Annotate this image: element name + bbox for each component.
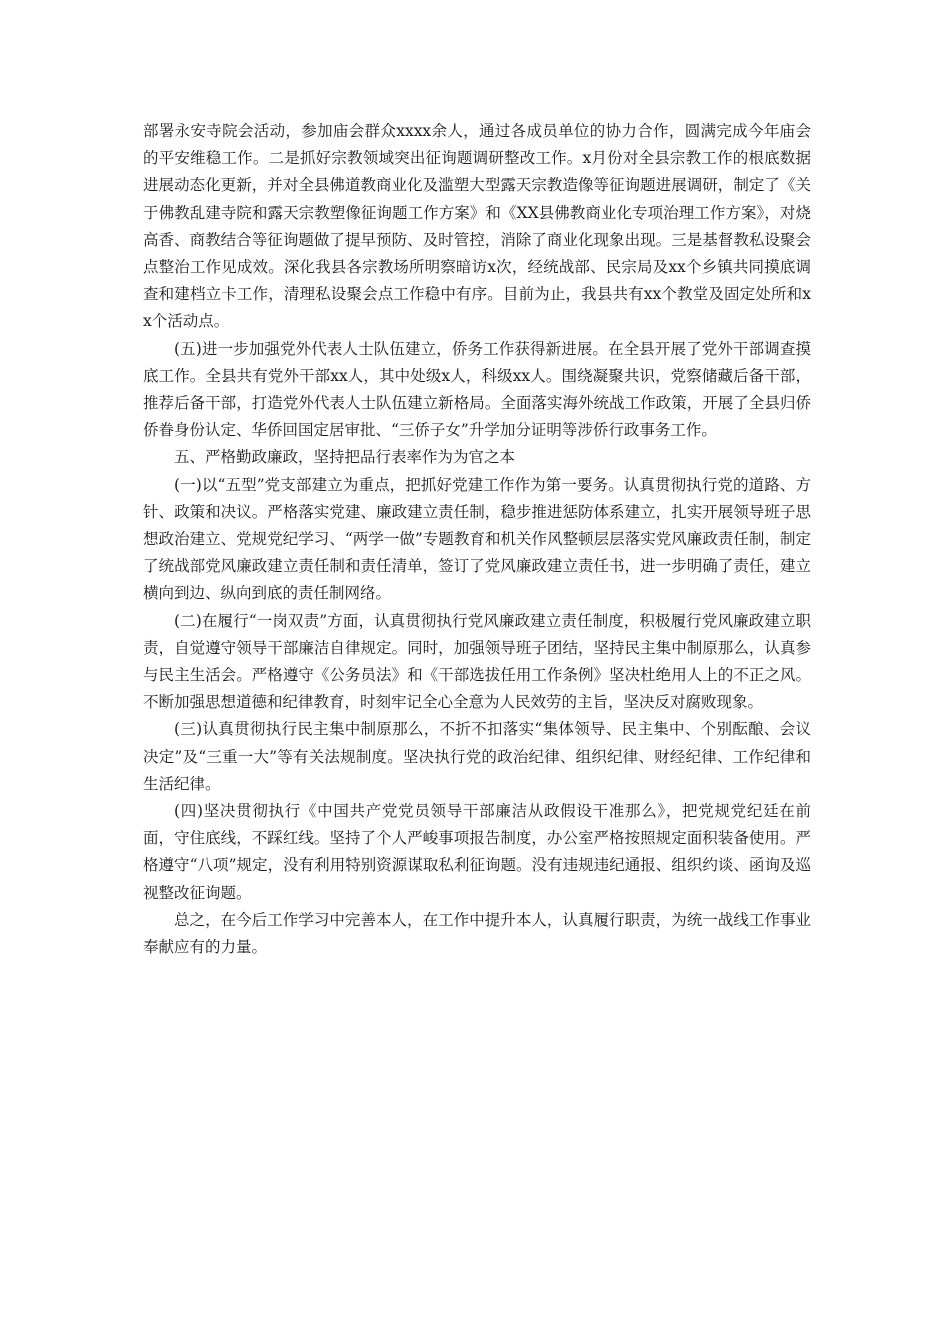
document-page (143, 118, 811, 961)
paragraph-integrity-rules: (四)坚决贯彻执行《中国共产党党员领导干部廉洁从政假设干准那么》，把党规党纪廷在前面，守住底线，不踩红线。坚持了个人严峻事项报告制度，办公室严格按照规定面积装备使用。严格遵守“八项”规定，没有利用特别资源谋取私利征询题。没有违规违纪通报、组织约谈、函询及巡视整改征询题。 (143, 802, 811, 902)
paragraph-non-party-cadres: (五)进一步加强党外代表人士队伍建立，侨务工作获得新进展。在全县开展了党外干部调查摸底工作。全县共有党外干部xx人，其中处级x人，科级xx人。围绕凝聚共识，党察储藏后备干部，推荐后备干部，打造党外代表人士队伍建立新格局。全面落实海外统战工作政策，开展了全县归侨侨眷身份认定、华侨回国定居审批、“三侨子女”升学加分证明等涉侨行政事务工作。 (143, 339, 811, 440)
paragraph-religious-affairs: 部署永安寺院会活动，参加庙会群众xxxx余人，通过各成员单位的协力合作，圆满完成今年庙会的平安维稳工作。二是抓好宗教领域突出征询题调研整改工作。x月份对全县宗教工作的根底数据进展动态化更新，并对全县佛道教商业化及滥塑大型露天宗教造像等征询题进展调研，制定了《关于佛教乱建寺院和露天宗教塑像征询题工作方案》和《XX县佛教商业化专项治理工作方案》，对烧高香、商教结合等征询题做了提早预防、及时管控，消除了商业化现象出现。三是基督教私设聚会点整治工作见成效。深化我县各宗教场所明察暗访x次，经统战部、民宗局及xx个乡镇共同摸底调查和建档立卡工作，清理私设聚会点工作稳中有序。目前为止，我县共有xx个教堂及固定处所和xx个活动点。 (143, 122, 811, 331)
paragraph-dual-responsibility: (二)在履行“一岗双责”方面，认真贯彻执行党风廉政建立责任制度，积极履行党风廉政建立职责，自觉遵守领导干部廉洁自律规定。同时，加强领导班子团结，坚持民主集中制原那么，认真参与民主生活会。严格遵守《公务员法》和《干部选拔任用工作条例》坚决杜绝用人上的不正之风。不断加强思想道德和纪律教育，时刻牢记全心全意为人民效劳的主旨，坚决反对腐败现象。 (143, 611, 811, 712)
paragraph-democratic-centralism: (三)认真贯彻执行民主集中制原那么，不折不扣落实“集体领导、民主集中、个别酝酿、会议决定”及“三重一大”等有关法规制度。坚决执行党的政治纪律、组织纪律、财经纪律、工作纪律和生活纪律。 (143, 720, 811, 793)
paragraph-conclusion: 总之，在今后工作学习中完善本人，在工作中提升本人，认真履行职责，为统一战线工作事业奉献应有的力量。 (143, 910, 811, 957)
paragraph-party-building: (一)以“五型”党支部建立为重点，把抓好党建工作作为第一要务。认真贯彻执行党的道路、方针、政策和决议。严格落实党建、廉政建立责任制，稳步推进惩防体系建立，扎实开展领导班子思想政治建立、党规党纪学习、“两学一做”专题教育和机关作风整顿层层落实党风廉政责任制，制定了统战部党风廉政建立责任制和责任清单，签订了党风廉政建立责任书，进一步明确了责任，建立横向到边、纵向到底的责任制网络。 (143, 475, 811, 603)
section-heading-integrity: 五、严格勤政廉政，坚持把品行表率作为为官之本 (174, 448, 516, 467)
